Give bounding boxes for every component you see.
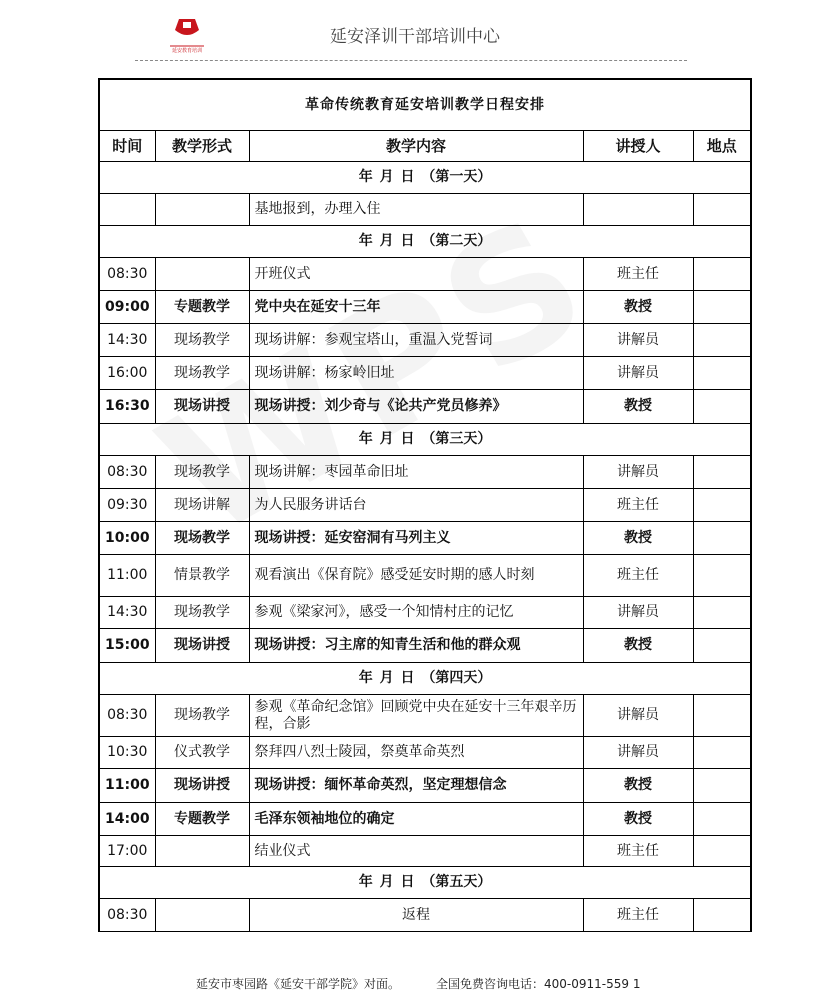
form-cell bbox=[155, 258, 249, 291]
time-cell: 11:00 bbox=[99, 769, 155, 803]
lecturer-cell: 讲解员 bbox=[583, 737, 693, 769]
form-cell: 现场讲授 bbox=[155, 769, 249, 803]
form-cell: 现场讲授 bbox=[155, 390, 249, 424]
place-cell bbox=[693, 836, 751, 867]
content-cell: 返程 bbox=[249, 899, 583, 932]
page-number: 1 bbox=[632, 977, 641, 991]
content-cell: 现场讲解：杨家岭旧址 bbox=[249, 357, 583, 390]
place-cell bbox=[693, 769, 751, 803]
content-cell: 结业仪式 bbox=[249, 836, 583, 867]
lecturer-cell: 教授 bbox=[583, 629, 693, 663]
form-cell: 现场讲授 bbox=[155, 629, 249, 663]
lecturer-cell: 讲解员 bbox=[583, 456, 693, 489]
form-cell: 情景教学 bbox=[155, 555, 249, 597]
column-header-place: 地点 bbox=[693, 131, 751, 162]
content-cell: 开班仪式 bbox=[249, 258, 583, 291]
day-label: 年 月 日 （第四天） bbox=[99, 663, 751, 695]
logo-text: 延安教育培训 bbox=[171, 48, 203, 54]
table-row bbox=[99, 597, 751, 629]
content-cell: 现场讲授：习主席的知青生活和他的群众观 bbox=[249, 629, 583, 663]
table-row bbox=[99, 291, 751, 324]
organization-name: 延安泽训干部培训中心 bbox=[330, 27, 500, 47]
place-cell bbox=[693, 324, 751, 357]
schedule-title: 革命传统教育延安培训教学日程安排 bbox=[99, 79, 751, 131]
place-cell bbox=[693, 390, 751, 424]
content-cell: 党中央在延安十三年 bbox=[249, 291, 583, 324]
time-cell: 17:00 bbox=[99, 836, 155, 867]
table-row bbox=[99, 194, 751, 226]
content-cell: 祭拜四八烈士陵园，祭奠革命英烈 bbox=[249, 737, 583, 769]
time-cell: 11:00 bbox=[99, 555, 155, 597]
place-cell bbox=[693, 456, 751, 489]
lecturer-cell: 班主任 bbox=[583, 489, 693, 522]
form-cell: 现场教学 bbox=[155, 522, 249, 555]
lecturer-cell: 教授 bbox=[583, 390, 693, 424]
lecturer-cell: 教授 bbox=[583, 803, 693, 836]
footer-address: 延安市枣园路《延安干部学院》对面。 bbox=[196, 977, 401, 991]
table-row bbox=[99, 695, 751, 737]
content-cell: 现场讲解：参观宝塔山，重温入党誓词 bbox=[249, 324, 583, 357]
content-cell: 基地报到，办理入住 bbox=[249, 194, 583, 226]
time-cell: 08:30 bbox=[99, 258, 155, 291]
place-cell bbox=[693, 597, 751, 629]
footer bbox=[196, 975, 641, 992]
place-cell bbox=[693, 291, 751, 324]
column-header-content: 教学内容 bbox=[249, 131, 583, 162]
time-cell: 15:00 bbox=[99, 629, 155, 663]
lecturer-cell: 教授 bbox=[583, 291, 693, 324]
time-cell: 08:30 bbox=[99, 899, 155, 932]
place-cell bbox=[693, 555, 751, 597]
table-row bbox=[99, 555, 751, 597]
header-divider bbox=[135, 60, 687, 61]
form-cell: 现场教学 bbox=[155, 357, 249, 390]
form-cell: 仪式教学 bbox=[155, 737, 249, 769]
form-cell: 专题教学 bbox=[155, 291, 249, 324]
form-cell: 现场教学 bbox=[155, 695, 249, 737]
table-row bbox=[99, 522, 751, 555]
time-cell: 10:30 bbox=[99, 737, 155, 769]
lecturer-cell: 班主任 bbox=[583, 555, 693, 597]
time-cell: 08:30 bbox=[99, 695, 155, 737]
day-header-row bbox=[99, 424, 751, 456]
lecturer-cell: 讲解员 bbox=[583, 695, 693, 737]
place-cell bbox=[693, 522, 751, 555]
table-row bbox=[99, 258, 751, 291]
place-cell bbox=[693, 258, 751, 291]
column-header-form: 教学形式 bbox=[155, 131, 249, 162]
content-cell: 现场讲授：刘少奇与《论共产党员修养》 bbox=[249, 390, 583, 424]
content-cell: 观看演出《保育院》感受延安时期的感人时刻 bbox=[249, 555, 583, 597]
content-cell: 为人民服务讲话台 bbox=[249, 489, 583, 522]
table-row bbox=[99, 769, 751, 803]
time-cell: 09:00 bbox=[99, 291, 155, 324]
table-row bbox=[99, 803, 751, 836]
column-header-time: 时间 bbox=[99, 131, 155, 162]
content-cell: 参观《梁家河》，感受一个知情村庄的记忆 bbox=[249, 597, 583, 629]
content-cell: 参观《革命纪念馆》回顾党中央在延安十三年艰辛历程，合影 bbox=[249, 695, 583, 737]
form-cell: 现场教学 bbox=[155, 324, 249, 357]
organization-logo bbox=[166, 16, 208, 54]
lecturer-cell: 班主任 bbox=[583, 258, 693, 291]
lecturer-cell: 班主任 bbox=[583, 836, 693, 867]
lecturer-cell: 班主任 bbox=[583, 899, 693, 932]
table-row bbox=[99, 390, 751, 424]
lecturer-cell: 教授 bbox=[583, 769, 693, 803]
time-cell bbox=[99, 194, 155, 226]
place-cell bbox=[693, 194, 751, 226]
content-cell: 毛泽东领袖地位的确定 bbox=[249, 803, 583, 836]
form-cell: 专题教学 bbox=[155, 803, 249, 836]
place-cell bbox=[693, 803, 751, 836]
content-cell: 现场讲授：延安窑洞有马列主义 bbox=[249, 522, 583, 555]
form-cell bbox=[155, 899, 249, 932]
lecturer-cell: 讲解员 bbox=[583, 357, 693, 390]
time-cell: 10:00 bbox=[99, 522, 155, 555]
day-header-row bbox=[99, 162, 751, 194]
time-cell: 14:30 bbox=[99, 597, 155, 629]
table-row bbox=[99, 836, 751, 867]
time-cell: 09:30 bbox=[99, 489, 155, 522]
table-row bbox=[99, 899, 751, 932]
lecturer-cell: 教授 bbox=[583, 522, 693, 555]
place-cell bbox=[693, 629, 751, 663]
place-cell bbox=[693, 489, 751, 522]
logo-book-shape bbox=[183, 22, 191, 28]
content-cell: 现场讲授：缅怀革命英烈，坚定理想信念 bbox=[249, 769, 583, 803]
footer-hotline: 全国免费咨询电话：400-0911-559 bbox=[436, 977, 630, 991]
table-row bbox=[99, 324, 751, 357]
content-cell: 现场讲解：枣园革命旧址 bbox=[249, 456, 583, 489]
day-header-row bbox=[99, 226, 751, 258]
place-cell bbox=[693, 357, 751, 390]
day-header-row bbox=[99, 663, 751, 695]
table-row bbox=[99, 489, 751, 522]
schedule-table bbox=[98, 78, 752, 932]
lecturer-cell: 讲解员 bbox=[583, 324, 693, 357]
form-cell bbox=[155, 194, 249, 226]
form-cell: 现场教学 bbox=[155, 597, 249, 629]
day-label: 年 月 日 （第一天） bbox=[99, 162, 751, 194]
table-row bbox=[99, 456, 751, 489]
table-row bbox=[99, 629, 751, 663]
lecturer-cell: 讲解员 bbox=[583, 597, 693, 629]
table-row bbox=[99, 737, 751, 769]
time-cell: 14:00 bbox=[99, 803, 155, 836]
day-header-row bbox=[99, 867, 751, 899]
day-label: 年 月 日 （第五天） bbox=[99, 867, 751, 899]
table-row bbox=[99, 357, 751, 390]
day-label: 年 月 日 （第三天） bbox=[99, 424, 751, 456]
time-cell: 14:30 bbox=[99, 324, 155, 357]
time-cell: 16:00 bbox=[99, 357, 155, 390]
time-cell: 08:30 bbox=[99, 456, 155, 489]
form-cell: 现场讲解 bbox=[155, 489, 249, 522]
form-cell bbox=[155, 836, 249, 867]
day-label: 年 月 日 （第二天） bbox=[99, 226, 751, 258]
lecturer-cell bbox=[583, 194, 693, 226]
form-cell: 现场教学 bbox=[155, 456, 249, 489]
place-cell bbox=[693, 737, 751, 769]
column-header-lecturer: 讲授人 bbox=[583, 131, 693, 162]
place-cell bbox=[693, 695, 751, 737]
time-cell: 16:30 bbox=[99, 390, 155, 424]
place-cell bbox=[693, 899, 751, 932]
column-header-row bbox=[99, 131, 751, 162]
